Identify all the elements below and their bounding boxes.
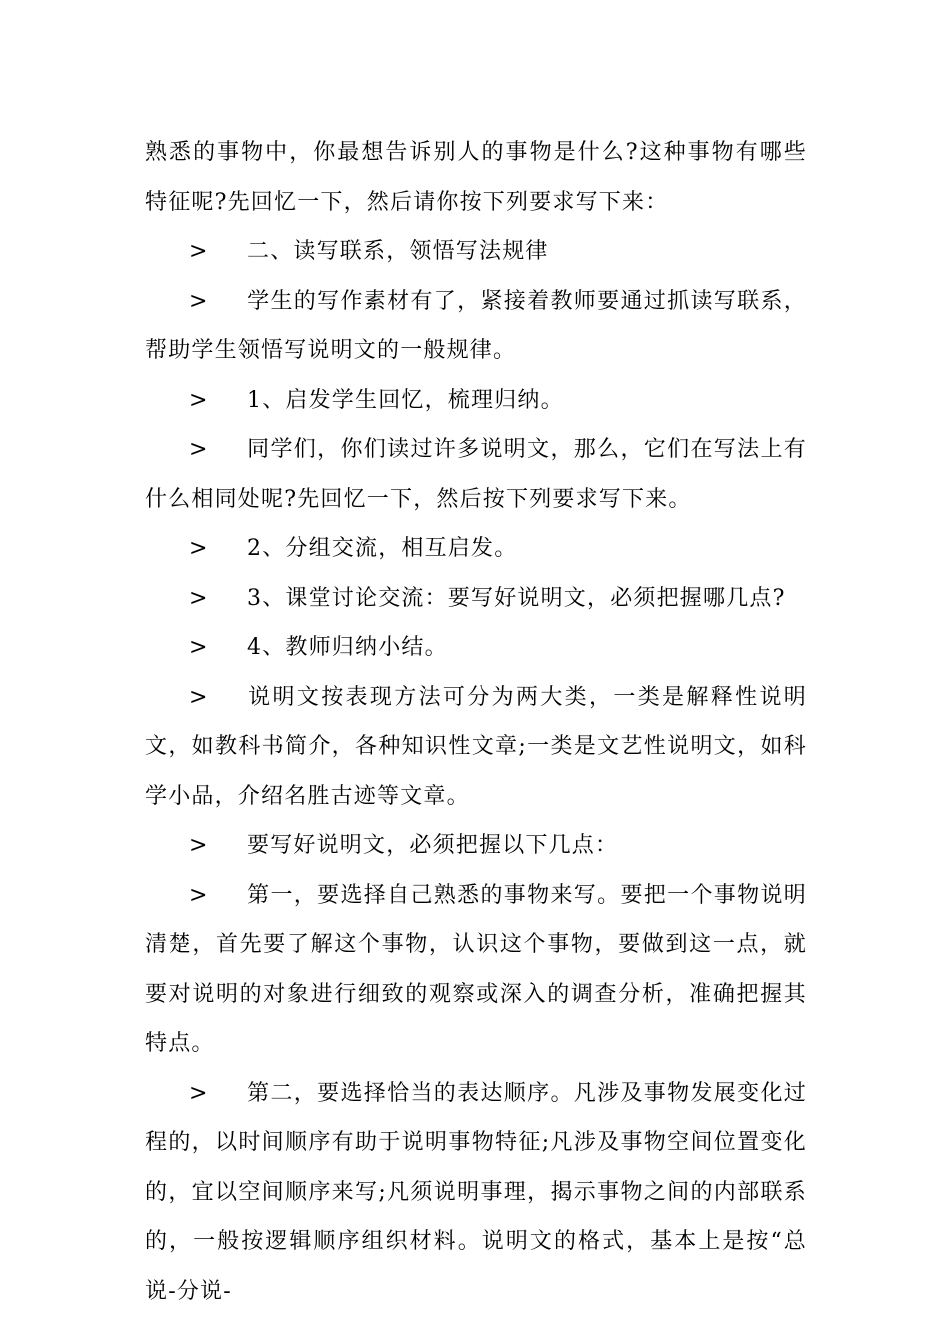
document-page <box>145 128 807 1316</box>
paragraph <box>145 277 807 376</box>
paragraph-text: 1、启发学生回忆，梳理归纳。 <box>247 387 564 413</box>
paragraph-text: 说明文按表现方法可分为两大类，一类是解释性说明文，如教科书简介，各种知识性文章;一类是文艺性说明文，如科学小品，介绍名胜古迹等文章。 <box>145 684 807 809</box>
bullet-marker-icon: > <box>189 536 209 561</box>
paragraph-text: 第一，要选择自己熟悉的事物来写。要把一个事物说明清楚，首先要了解这个事物，认识这个事物，要做到这一点，就要对说明的对象进行细致的观察或深入的调查分析，准确把握其特点。 <box>145 882 807 1056</box>
bullet-marker-icon: > <box>189 239 209 264</box>
paragraph-text: 二、读写联系，领悟写法规律 <box>247 239 549 264</box>
paragraph <box>145 574 807 624</box>
paragraph <box>145 376 807 426</box>
bullet-marker-icon: > <box>189 387 209 413</box>
bullet-marker-icon: > <box>189 882 209 908</box>
paragraph <box>145 524 807 574</box>
bullet-marker-icon: > <box>189 684 209 710</box>
bullet-marker-icon: > <box>189 1080 209 1106</box>
paragraph <box>145 871 807 1069</box>
paragraph-text: 熟悉的事物中，你最想告诉别人的事物是什么?这种事物有哪些特征呢?先回忆一下，然后请你按下列要求写下来： <box>145 140 807 215</box>
paragraph-text: 学生的写作素材有了，紧接着教师要通过抓读写联系，帮助学生领悟写说明文的一般规律。 <box>145 288 807 363</box>
paragraph-continuation <box>145 128 807 227</box>
paragraph-text: 3、课堂讨论交流：要写好说明文，必须把握哪几点? <box>247 585 786 611</box>
paragraph <box>145 623 807 673</box>
bullet-marker-icon: > <box>189 585 209 611</box>
paragraph <box>145 673 807 822</box>
paragraph-text: 4、教师归纳小结。 <box>247 635 448 660</box>
paragraph <box>145 425 807 524</box>
bullet-marker-icon: > <box>189 833 209 858</box>
paragraph-text: 要写好说明文，必须把握以下几点： <box>247 833 619 858</box>
paragraph <box>145 227 807 277</box>
paragraph-text: 同学们，你们读过许多说明文，那么，它们在写法上有什么相同处呢?先回忆一下，然后按下列要求写下来。 <box>145 437 807 512</box>
paragraph <box>145 1069 807 1317</box>
bullet-marker-icon: > <box>189 437 209 462</box>
paragraph-text: 2、分组交流，相互启发。 <box>247 536 518 561</box>
paragraph-text: 第二，要选择恰当的表达顺序。凡涉及事物发展变化过程的，以时间顺序有助于说明事物特征;凡涉及事物空间位置变化的，宜以空间顺序来写;凡须说明事理，揭示事物之间的内部联系的，一般按逻辑顺序组织材料。说明文的格式，基本上是按“总说-分说- <box>145 1080 807 1304</box>
bullet-marker-icon: > <box>189 288 209 314</box>
bullet-marker-icon: > <box>189 635 209 660</box>
paragraph <box>145 821 807 871</box>
